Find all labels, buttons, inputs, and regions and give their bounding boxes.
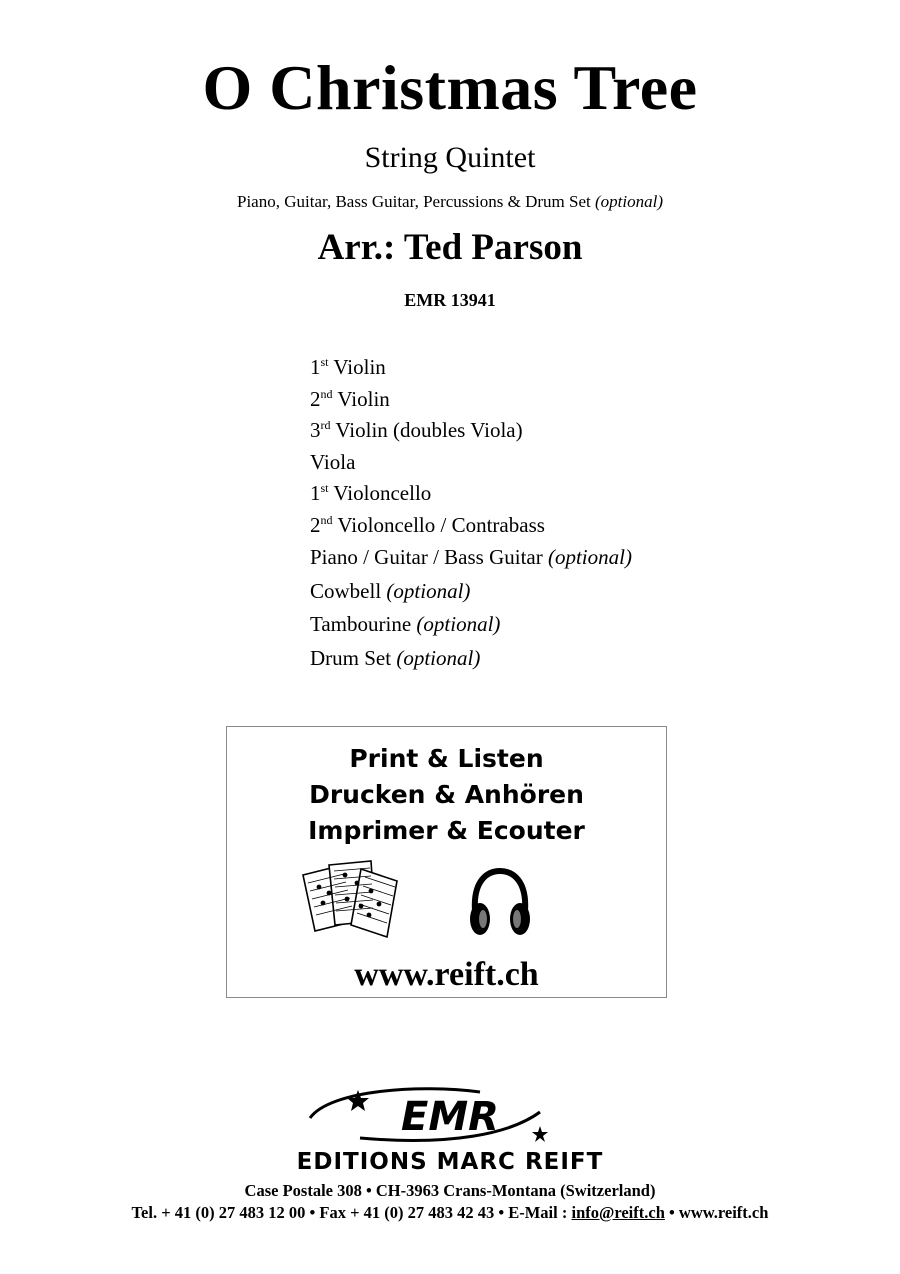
part-item: 1st Violin [310,355,386,379]
headphones-icon [467,867,533,941]
part-item: Piano / Guitar / Bass Guitar (optional) [310,545,632,569]
publisher-name: EDITIONS MARC REIFT [296,1149,604,1175]
promo-url[interactable]: www.reift.ch [354,956,539,993]
part-item: 3rd Violin (doubles Viola) [310,418,523,442]
print-listen-box [226,726,667,998]
instrumentation-optional: (optional) [594,192,663,211]
promo-line-french: Imprimer & Ecouter [308,816,585,845]
svg-text:EMR: EMR [401,1094,499,1140]
part-item: Cowbell (optional) [310,578,471,603]
promo-line-german: Drucken & Anhören [309,780,584,809]
contact-website[interactable]: • www.reift.ch [664,1203,769,1222]
email-link[interactable]: info@reift.ch [571,1203,665,1222]
instrumentation-line [0,190,900,214]
instrumentation-text: Piano, Guitar, Bass Guitar, Percussions & Drum Set [237,192,591,211]
contact-phone-fax: Tel. + 41 (0) 27 483 12 00 • Fax + 41 (0) 27 483 42 43 • E-Mail : [131,1203,572,1222]
emr-logo [250,1082,650,1146]
score-subtitle: String Quintet [364,141,536,174]
promo-line-english: Print & Listen [349,744,544,773]
part-item: Drum Set (optional) [310,645,481,670]
sheet-music-icon [299,859,413,941]
score-title: O Christmas Tree [202,52,698,123]
arranger: Arr.: Ted Parson [317,227,583,268]
part-item: 1st Violoncello [310,481,432,505]
publisher-address: Case Postale 308 • CH-3963 Crans-Montana (Switzerland) [244,1181,656,1200]
part-item: Viola [310,449,356,474]
part-item: 2nd Violin [310,386,390,411]
catalog-number: EMR 13941 [404,290,496,310]
publisher-contact [0,1202,900,1224]
part-item: Tambourine (optional) [310,612,501,636]
parts-list [310,352,632,675]
part-item: 2nd Violoncello / Contrabass [310,512,545,537]
